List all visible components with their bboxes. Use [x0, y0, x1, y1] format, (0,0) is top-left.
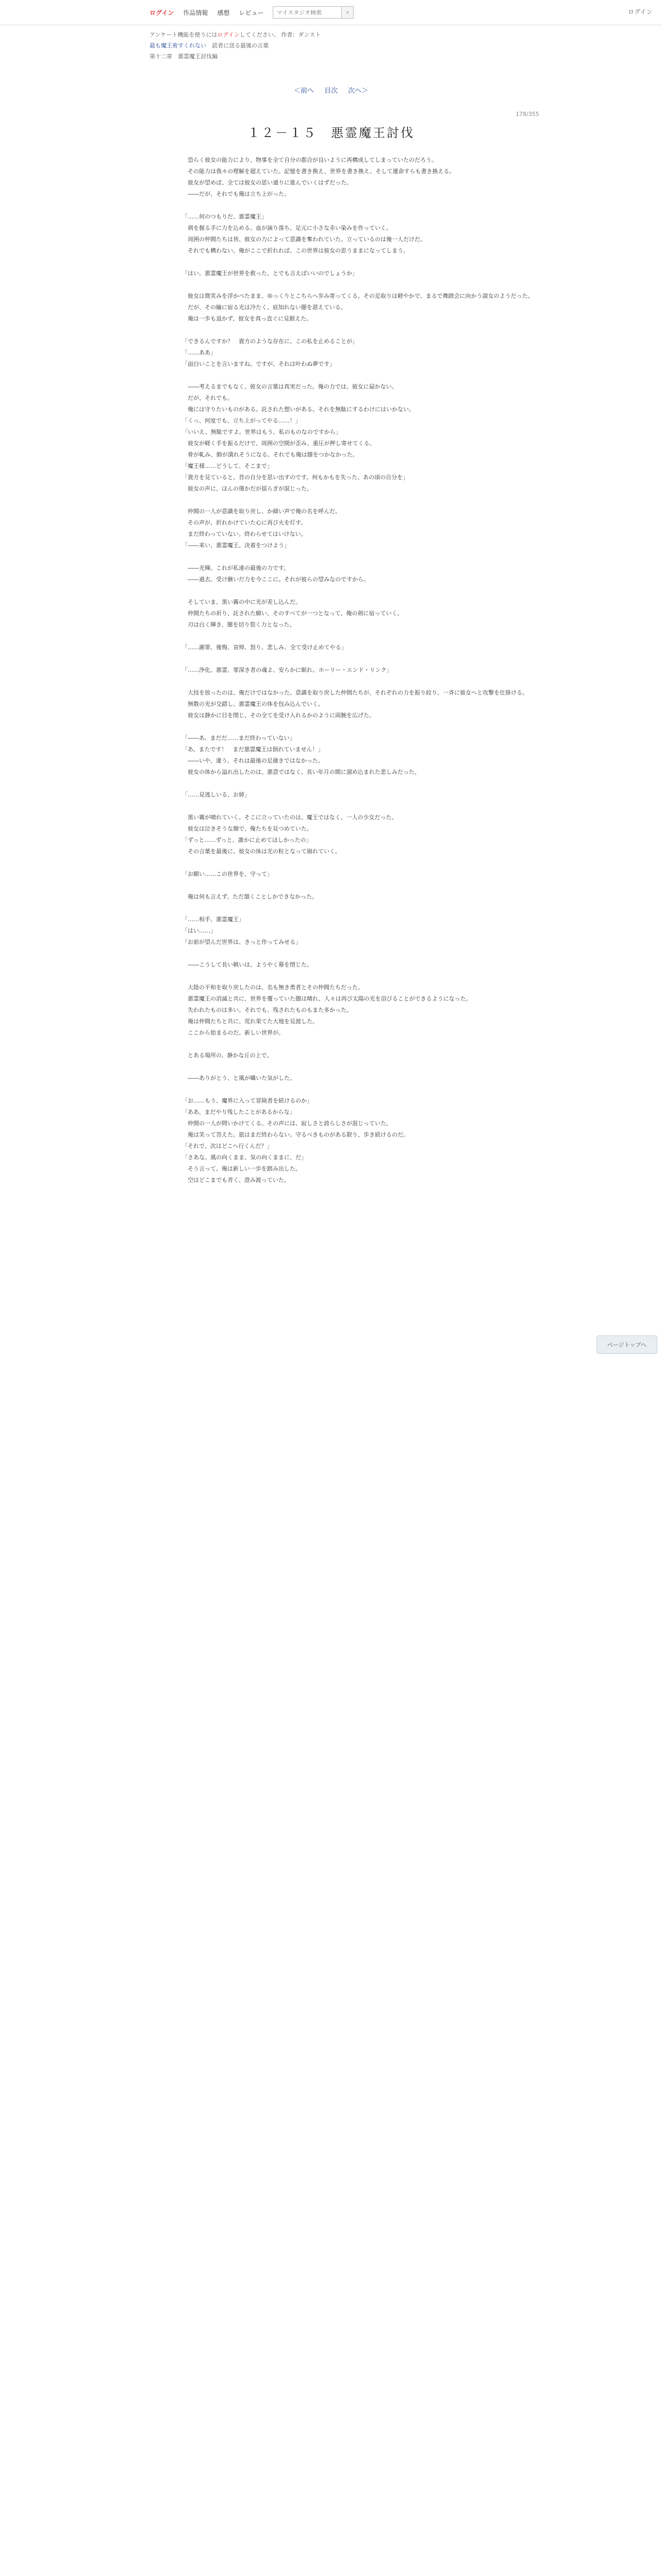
- blank-line: [182, 857, 538, 869]
- paragraph: 「いいえ、無駄ですよ。世界はもう、私のものなのですから」: [182, 429, 341, 435]
- paragraph: 彼女が軽く手を振るだけで、周囲の空間が歪み、重圧が押し寄せてくる。: [182, 440, 375, 447]
- blank-line: [182, 778, 538, 789]
- paragraph: 俺は何も言えず、ただ頷くことしかできなかった。: [182, 893, 318, 900]
- chapter-body: [182, 155, 538, 1186]
- paragraph: 「くっ、何度でも、立ち上がってやる……！」: [182, 417, 301, 424]
- paragraph: 黒い霧が晴れていく。そこに立っていたのは、魔王ではなく、一人の少女だった。: [182, 814, 398, 821]
- blank-line: [182, 801, 538, 812]
- blank-line: [182, 903, 538, 914]
- paragraph: ――ありがとう、と風が囁いた気がした。: [182, 1075, 295, 1081]
- paragraph: そしていま、黒い霧の中に光が差し込んだ。: [182, 599, 301, 605]
- paragraph: 悪霊魔王の消滅と共に、世界を覆っていた闇は晴れ、人々は再び太陽の光を浴びることができるようになった。: [182, 995, 472, 1002]
- paragraph: 俺には守りたいものがある。託された想いがある。それを無駄にするわけにはいかない。: [182, 406, 415, 413]
- blank-line: [182, 971, 538, 982]
- paragraph: 「できるんですか？ 貴方のような存在に、この私を止めることが」: [182, 338, 358, 345]
- paragraph: それでも構わない。俺がここで折れれば、この世界は彼女の思うままになってしまう。: [182, 247, 409, 254]
- paragraph: その能力は我々の理解を超えていた。記憶を書き換え、世界を書き換え、そして運命すらも書き換える。: [182, 168, 455, 175]
- prev-link[interactable]: ＜前へ: [293, 87, 314, 95]
- paragraph: 彼女は微笑みを浮かべたまま、ゆっくりとこちらへ歩み寄ってくる。その足取りは軽やかで、まるで舞踏会に向かう淑女のようだった。: [182, 293, 534, 299]
- search-icon[interactable]: ⌕: [342, 6, 354, 19]
- paragraph: 「――来い、悪霊魔王。決着をつけよう」: [182, 542, 290, 549]
- paragraph: ――過去。受け継いだ力を今ここに。それが彼らの望みなのですから。: [182, 576, 369, 583]
- blank-line: [182, 948, 538, 959]
- chapter-title: １２－１５ 悪霊魔王討伐: [247, 126, 415, 140]
- paragraph: 仲間たちの祈り、託された願い、そのすべてが一つとなって、俺の剣に宿っていく。: [182, 610, 403, 617]
- blank-line: [182, 880, 538, 891]
- paragraph: ――考えるまでもなく、彼女の言葉は真実だった。俺の力では、彼女に届かない。: [182, 383, 398, 390]
- paragraph: だが、その瞳に宿る光は冷たく、底知れない闇を湛えている。: [182, 304, 346, 311]
- paragraph: 彼女は泣きそうな顔で、俺たちを見つめていた。: [182, 825, 312, 832]
- blank-line: [182, 257, 538, 268]
- page-top-button[interactable]: ページトップへ: [597, 1335, 657, 1354]
- paragraph: 「――あ、まだだ……まだ終わっていない」: [182, 735, 295, 741]
- paragraph: 周囲の仲間たちは皆、彼女の力によって意識を奪われていた。立っているのは俺一人だけだ。: [182, 236, 426, 243]
- blank-line: [182, 1061, 538, 1073]
- paragraph: 仲間の一人が問いかけてくる。その声には、寂しさと誇らしさが混じっていた。: [182, 1120, 392, 1127]
- chapter-group: 第十二章 悪霊魔王討伐編: [150, 53, 218, 60]
- paragraph: だが、それでも。: [182, 395, 233, 401]
- top-nav: [150, 4, 354, 21]
- paragraph: 失われたものは多い。それでも、残されたものもまた多かった。: [182, 1007, 352, 1013]
- paragraph: 「それで、次はどこへ行くんだ？」: [182, 1143, 273, 1149]
- paragraph: 大陸の平和を取り戻したのは、名も無き勇者とその仲間たちだった。: [182, 984, 363, 991]
- paragraph: 「……相手、悪霊魔王」: [182, 916, 244, 923]
- paragraph: 無数の光が交錯し、悪霊魔王の体を包み込んでいく。: [182, 701, 324, 707]
- blank-line: [182, 721, 538, 733]
- paragraph: 「……謝罪、後悔、哀悼、怒り、悲しみ、全て受け止めてやる」: [182, 644, 347, 651]
- paragraph: 「ずっと……ずっと、誰かに止めてほしかったの」: [182, 837, 312, 843]
- paragraph: 骨が軋み、肺が潰れそうになる。それでも俺は膝をつかなかった。: [182, 451, 358, 458]
- paragraph: 俺は笑って答えた。旅はまだ終わらない。守るべきものがある限り、歩き続けるのだ。: [182, 1131, 409, 1138]
- login-link[interactable]: ログイン: [150, 9, 174, 16]
- paragraph: 彼女の体から溢れ出したのは、悪意ではなく、長い年月の間に溜め込まれた悲しみだった。: [182, 769, 420, 775]
- blank-line: [182, 1039, 538, 1050]
- blank-line: [182, 676, 538, 687]
- paragraph: 「魔王様……どうして、そこまで」: [182, 463, 273, 469]
- author[interactable]: 作者：ダンスト: [281, 31, 321, 38]
- paragraph: 俺は一歩も退かず、彼女を真っ直ぐに見据えた。: [182, 315, 312, 322]
- nav-item-reviews-short[interactable]: 感想: [217, 9, 230, 16]
- paragraph: 「……見逃しいる、お姉」: [182, 791, 250, 798]
- series-title[interactable]: 最も魔王術すくれない 読者に送る最後の言葉: [150, 42, 269, 49]
- search-input[interactable]: [273, 6, 342, 19]
- site-header: [0, 0, 662, 25]
- paragraph: 大技を放ったのは、俺だけではなかった。意識を取り戻した仲間たちが、それぞれの力を振り絞り、一斉に彼女へと攻撃を仕掛ける。: [182, 689, 528, 696]
- blank-line: [182, 325, 538, 336]
- paragraph: 彼女の声に、ほんの僅かだが揺らぎが混じった。: [182, 485, 312, 492]
- user-login-link[interactable]: ログイン: [628, 8, 653, 15]
- paragraph: 「お願い……この世界を、守って」: [182, 871, 273, 877]
- paragraph: 仲間の一人が意識を取り戻し、か細い声で俺の名を呼んだ。: [182, 508, 341, 515]
- paragraph: ――こうして長い戦いは、ようやく幕を閉じた。: [182, 961, 312, 968]
- paragraph: 「ああ、まだやり残したことがあるからな」: [182, 1109, 295, 1115]
- blank-line: [182, 370, 538, 381]
- paragraph: 俺は仲間たちと共に、荒れ果てた大地を見渡した。: [182, 1018, 318, 1025]
- blank-line: [182, 551, 538, 563]
- paragraph: 「お前が望んだ世界は、きっと作ってみせる」: [182, 939, 301, 945]
- toc-link[interactable]: 目次: [324, 87, 338, 95]
- paragraph: その声が、折れかけていた心に再び火を灯す。: [182, 519, 307, 526]
- paragraph: 「……ああ」: [182, 349, 216, 356]
- paragraph: 「あ、またです！ まだ悪霊魔王は倒れていません！」: [182, 746, 324, 753]
- blank-line: [182, 585, 538, 597]
- paragraph: 「面白いことを言いますね。ですが、それは叶わぬ夢です」: [182, 361, 335, 367]
- paragraph: ――光輝。これが私達の最後の力です。: [182, 565, 290, 571]
- blank-line: [182, 653, 538, 665]
- paragraph: ここから始まるのだ。新しい世界が。: [182, 1029, 284, 1036]
- paragraph: そう言って、俺は新しい一歩を踏み出した。: [182, 1165, 301, 1172]
- paragraph: ――いや、違う。それは最後の足掻きではなかった。: [182, 757, 324, 764]
- login-notice: アンケート機能を使うにはログインしてください。 作者：ダンスト: [150, 31, 321, 38]
- paragraph: 彼女が望めば、全ては彼女の思い通りに進んでいくはずだった。: [182, 179, 352, 186]
- notice-login-link[interactable]: ログイン: [217, 31, 240, 38]
- paragraph: 「お……もう、魔界に入って冒険者を続けるのか」: [182, 1097, 312, 1104]
- nav-item-info[interactable]: 作品情報: [183, 9, 208, 16]
- blank-line: [182, 1084, 538, 1095]
- paragraph: 剣を握る手に力を込める。血が滴り落ち、足元に小さな赤い染みを作っていく。: [182, 225, 392, 231]
- nav-item-review[interactable]: レビュー: [239, 9, 264, 16]
- blank-line: [182, 200, 538, 211]
- paragraph: 「はい。悪霊魔王が世界を救った、とでも言えばいいのでしょうか」: [182, 270, 358, 277]
- page-number: 178/355: [516, 111, 539, 117]
- paragraph: 恐らく彼女の能力により、物事を全て自分の都合が良いように再構成してしまっていたのだろう。: [182, 157, 437, 163]
- blank-line: [182, 279, 538, 291]
- paragraph: 「さあな。風の向くまま、気の向くままに、だ」: [182, 1154, 307, 1161]
- paragraph: ――だが、それでも俺は立ち上がった。: [182, 191, 290, 197]
- next-link[interactable]: 次へ＞: [348, 87, 369, 95]
- paragraph: とある場所の、静かな丘の上で。: [182, 1052, 273, 1059]
- paragraph: 「はい……」: [182, 927, 216, 934]
- chapter-pager: [0, 85, 662, 95]
- paragraph: 「……何のつもりだ、悪霊魔王」: [182, 213, 267, 220]
- blank-line: [182, 495, 538, 506]
- paragraph: 彼女は静かに目を閉じ、その全てを受け入れるかのように両腕を広げた。: [182, 712, 375, 719]
- paragraph: その言葉を最後に、彼女の体は光の粒となって崩れていく。: [182, 848, 341, 855]
- paragraph: 「……浄化、悪霊、罪深き者の魂よ、安らかに眠れ。ホーリー・エンド・リンク」: [182, 667, 392, 673]
- novel-info: [150, 30, 510, 62]
- paragraph: 「貴方を見ていると、昔の自分を思い出すのです。何もかもを失った、あの頃の自分を」: [182, 474, 409, 481]
- paragraph: 空はどこまでも青く、澄み渡っていた。: [182, 1177, 290, 1183]
- paragraph: まだ終わっていない。終わらせてはいけない。: [182, 531, 307, 537]
- blank-line: [182, 631, 538, 642]
- paragraph: 刃は白く輝き、闇を切り裂く力となった。: [182, 621, 295, 628]
